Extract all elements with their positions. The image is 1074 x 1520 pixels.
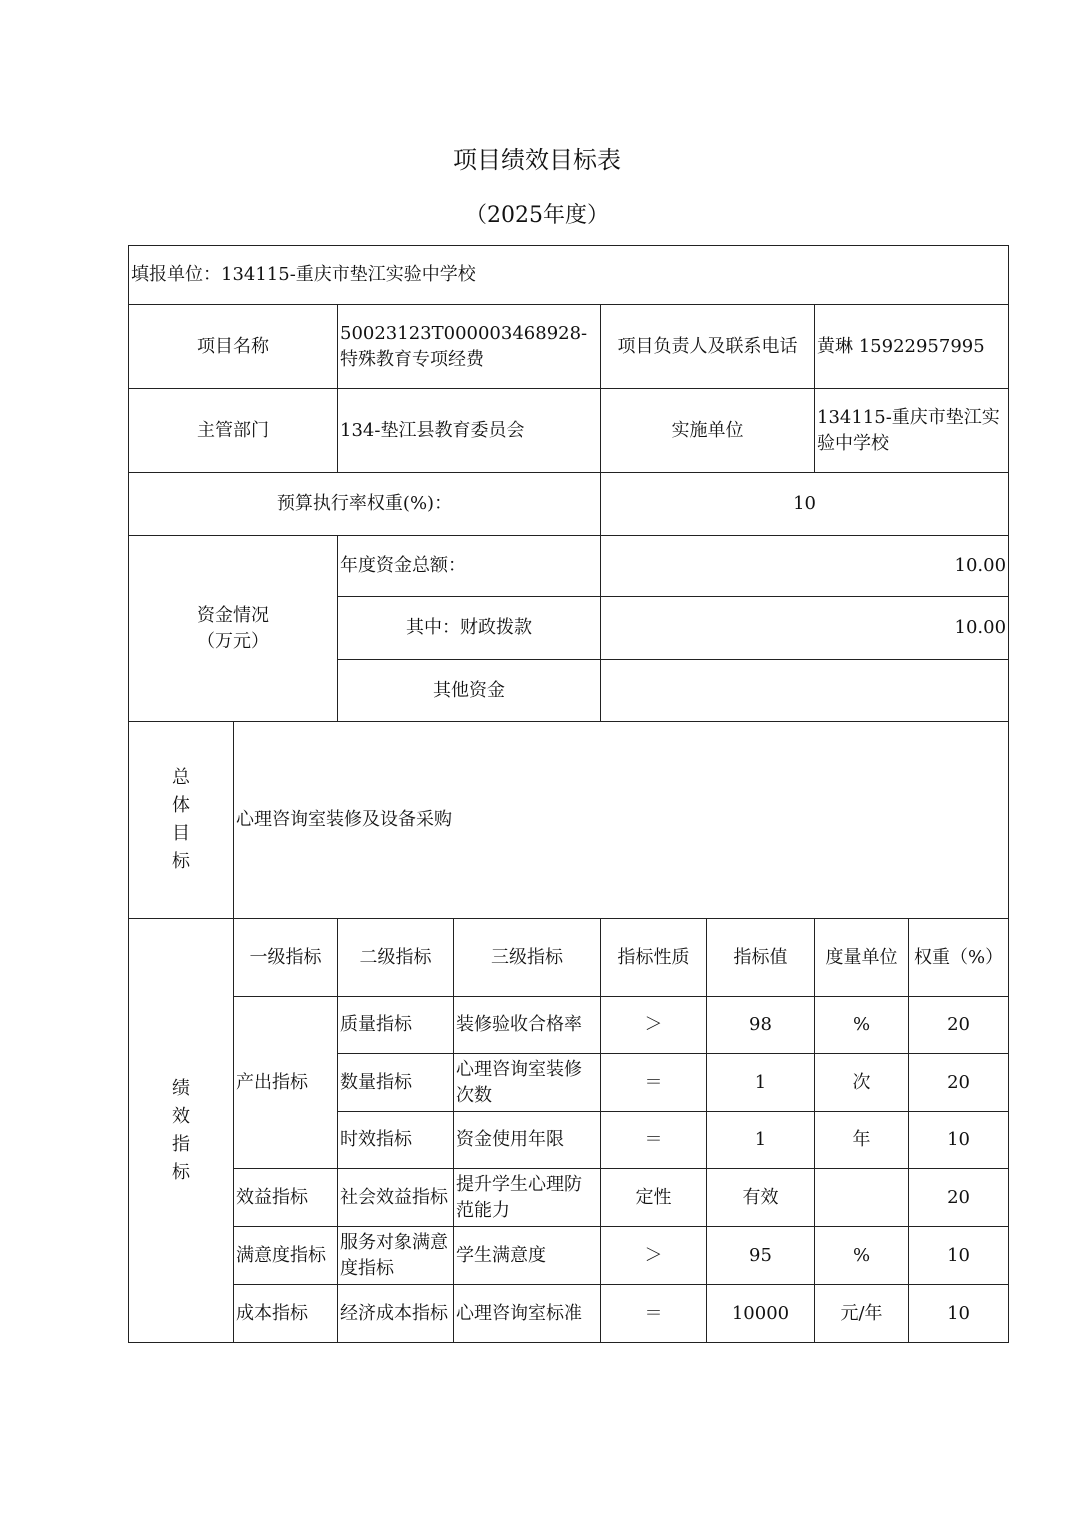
department-value: 134-垫江县教育委员会 (338, 389, 601, 473)
header-level1: 一级指标 (234, 919, 338, 997)
unit-cell: 元/年 (815, 1285, 909, 1343)
unit-cell (815, 1169, 909, 1227)
table-row (129, 1169, 1009, 1227)
project-name-value: 50023123T000003468928-特殊教育专项经费 (338, 305, 601, 389)
performance-label (129, 919, 234, 1343)
performance-char: 标 (172, 1161, 190, 1183)
funds-label (129, 536, 338, 722)
output-indicator-label: 产出指标 (234, 997, 338, 1169)
overall-goal-char: 总 (172, 767, 190, 788)
performance-goal-table (128, 245, 1009, 1343)
fill-unit-value: 134115-重庆市垫江实验中学校 (221, 264, 476, 285)
level1-cell: 成本指标 (234, 1285, 338, 1343)
funds-fiscal-label: 其中：财政拨款 (338, 597, 601, 660)
unit-cell: 年 (815, 1112, 909, 1169)
fill-unit-row (129, 246, 1009, 305)
level1-cell: 满意度指标 (234, 1227, 338, 1285)
implementing-unit-value: 134115-重庆市垫江实验中学校 (815, 389, 1009, 473)
implementing-unit-label: 实施单位 (601, 389, 815, 473)
weight-cell: 20 (909, 1054, 1009, 1112)
funds-other-value (601, 660, 1009, 722)
level1-cell: 效益指标 (234, 1169, 338, 1227)
nature-cell: ＝ (601, 1285, 707, 1343)
level3-cell: 心理咨询室装修次数 (454, 1054, 601, 1112)
value-cell: 95 (707, 1227, 815, 1285)
value-cell: 有效 (707, 1169, 815, 1227)
weight-cell: 20 (909, 1169, 1009, 1227)
weight-cell: 10 (909, 1112, 1009, 1169)
level3-cell: 提升学生心理防范能力 (454, 1169, 601, 1227)
project-row (129, 305, 1009, 389)
nature-cell: ＞ (601, 1227, 707, 1285)
department-row (129, 389, 1009, 473)
level2-cell: 经济成本指标 (338, 1285, 454, 1343)
fill-unit-cell (129, 246, 1009, 305)
overall-goal-char: 标 (172, 851, 190, 872)
project-name-label: 项目名称 (129, 305, 338, 389)
overall-goal-row (129, 722, 1009, 919)
fill-unit-label: 填报单位： (131, 264, 221, 285)
performance-char: 指 (172, 1133, 190, 1155)
page-title: 项目绩效目标表 (453, 146, 621, 174)
header-value: 指标值 (707, 919, 815, 997)
level3-cell: 学生满意度 (454, 1227, 601, 1285)
level3-cell: 心理咨询室标准 (454, 1285, 601, 1343)
department-label: 主管部门 (129, 389, 338, 473)
funds-total-label: 年度资金总额： (338, 536, 601, 597)
value-cell: 98 (707, 997, 815, 1054)
header-level3: 三级指标 (454, 919, 601, 997)
level2-cell: 服务对象满意度指标 (338, 1227, 454, 1285)
nature-cell: ＝ (601, 1054, 707, 1112)
indicator-header-row (129, 919, 1009, 997)
unit-cell: % (815, 1227, 909, 1285)
project-owner-label: 项目负责人及联系电话 (601, 305, 815, 389)
header-nature: 指标性质 (601, 919, 707, 997)
project-owner-value: 黄琳 15922957995 (815, 305, 1009, 389)
funds-total-row (129, 536, 1009, 597)
overall-goal-char: 目 (172, 823, 190, 844)
header-level2: 二级指标 (338, 919, 454, 997)
level2-cell: 数量指标 (338, 1054, 454, 1112)
overall-goal-value: 心理咨询室装修及设备采购 (234, 722, 1009, 919)
unit-cell: % (815, 997, 909, 1054)
budget-rate-value: 10 (601, 473, 1009, 536)
funds-total-value: 10.00 (601, 536, 1009, 597)
nature-cell: ＝ (601, 1112, 707, 1169)
header-weight: 权重（%） (909, 919, 1009, 997)
table-row (129, 997, 1009, 1054)
header-unit: 度量单位 (815, 919, 909, 997)
level2-cell: 时效指标 (338, 1112, 454, 1169)
funds-fiscal-value: 10.00 (601, 597, 1009, 660)
funds-other-label: 其他资金 (338, 660, 601, 722)
overall-goal-char: 体 (172, 795, 190, 816)
nature-cell: 定性 (601, 1169, 707, 1227)
weight-cell: 10 (909, 1285, 1009, 1343)
value-cell: 10000 (707, 1285, 815, 1343)
budget-rate-label: 预算执行率权重(%)： (129, 473, 601, 536)
funds-label-line1: 资金情况 (197, 604, 269, 626)
performance-char: 效 (172, 1105, 190, 1127)
value-cell: 1 (707, 1112, 815, 1169)
performance-char: 绩 (172, 1077, 190, 1099)
overall-goal-label (129, 722, 234, 919)
table-row (129, 1227, 1009, 1285)
page-subtitle: （2025年度） (465, 203, 609, 228)
nature-cell: ＞ (601, 997, 707, 1054)
level2-cell: 质量指标 (338, 997, 454, 1054)
value-cell: 1 (707, 1054, 815, 1112)
level3-cell: 资金使用年限 (454, 1112, 601, 1169)
level3-cell: 装修验收合格率 (454, 997, 601, 1054)
weight-cell: 20 (909, 997, 1009, 1054)
level2-cell: 社会效益指标 (338, 1169, 454, 1227)
budget-rate-row (129, 473, 1009, 536)
funds-label-line2: （万元） (197, 630, 269, 652)
weight-cell: 10 (909, 1227, 1009, 1285)
unit-cell: 次 (815, 1054, 909, 1112)
table-row (129, 1285, 1009, 1343)
